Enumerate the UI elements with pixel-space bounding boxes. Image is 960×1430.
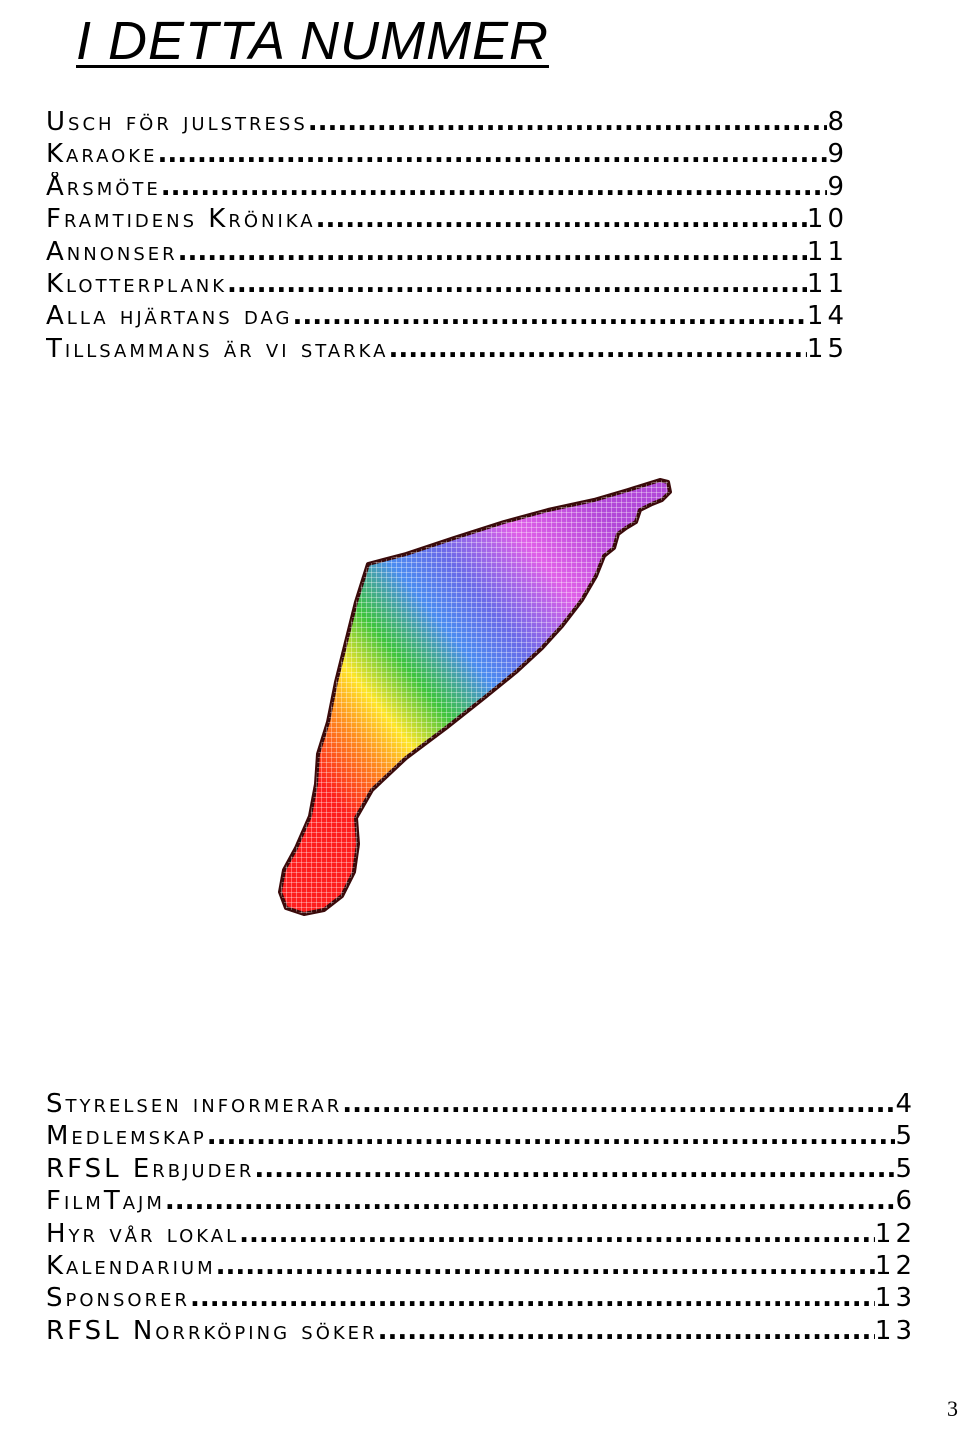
toc-top-list: [46, 107, 848, 366]
toc-entry-title: RFSL Norrköping söker: [46, 1315, 378, 1346]
toc-dot-leader: [178, 237, 807, 267]
toc-dot-leader: [227, 269, 807, 299]
rainbow-flag-icon: [276, 472, 676, 922]
toc-entry[interactable]: [46, 1186, 916, 1218]
toc-dot-leader: [342, 1089, 895, 1119]
toc-entry[interactable]: [46, 139, 848, 171]
toc-entry-title: Alla hjärtans dag: [46, 301, 293, 332]
toc-entry[interactable]: [46, 1251, 916, 1283]
toc-entry[interactable]: [46, 1154, 916, 1186]
toc-dot-leader: [378, 1316, 875, 1346]
toc-dot-leader: [165, 1186, 896, 1216]
toc-entry-title: Annonser: [46, 236, 178, 267]
toc-entry-page: 9: [827, 139, 848, 170]
toc-entry[interactable]: [46, 1219, 916, 1251]
toc-entry[interactable]: [46, 269, 848, 301]
toc-entry-title: RFSL Erbjuder: [46, 1153, 255, 1184]
toc-entry-title: Hyr vår lokal: [46, 1218, 240, 1249]
toc-entry[interactable]: [46, 204, 848, 236]
toc-entry-title: Årsmöte: [46, 171, 161, 202]
toc-dot-leader: [161, 172, 828, 202]
toc-entry-page: 15: [806, 333, 848, 364]
toc-entry[interactable]: [46, 1121, 916, 1153]
toc-entry-title: Karaoke: [46, 139, 158, 170]
toc-entry-page: 5: [895, 1153, 916, 1184]
toc-dot-leader: [190, 1283, 875, 1313]
toc-entry-title: Tillsammans är vi starka: [46, 333, 389, 364]
toc-entry-title: FilmTajm: [46, 1186, 165, 1217]
toc-entry[interactable]: [46, 107, 848, 139]
toc-entry[interactable]: [46, 172, 848, 204]
toc-dot-leader: [216, 1251, 875, 1281]
page-number: 3: [947, 1396, 958, 1421]
toc-dot-leader: [254, 1154, 895, 1184]
toc-entry-page: 10: [806, 204, 848, 235]
rainbow-flag-pixel-texture: [280, 480, 670, 914]
toc-entry-page: 4: [895, 1089, 916, 1119]
toc-entry-title: Kalendarium: [46, 1250, 216, 1281]
toc-entry-page: 14: [806, 301, 848, 332]
toc-entry-page: 12: [874, 1218, 916, 1249]
toc-entry[interactable]: [46, 1316, 916, 1348]
toc-dot-leader: [316, 204, 807, 234]
toc-entry[interactable]: [46, 237, 848, 269]
toc-dot-leader: [308, 107, 828, 137]
toc-entry-title: Sponsorer: [46, 1283, 190, 1314]
toc-entry-page: 11: [806, 236, 848, 267]
toc-entry-title: Usch för julstress: [46, 107, 308, 137]
toc-dot-leader: [207, 1121, 896, 1151]
toc-entry[interactable]: [46, 334, 848, 366]
toc-entry-page: 12: [874, 1250, 916, 1281]
toc-entry-title: Framtidens Krönika: [46, 204, 316, 235]
toc-dot-leader: [388, 334, 806, 364]
toc-entry-page: 6: [895, 1186, 916, 1217]
toc-dot-leader: [292, 301, 806, 331]
page-title: I DETTA NUMMER: [76, 11, 549, 71]
toc-entry-title: Klotterplank: [46, 268, 228, 299]
toc-entry-page: 5: [895, 1121, 916, 1152]
toc-entry[interactable]: [46, 301, 848, 333]
toc-entry[interactable]: [46, 1283, 916, 1315]
toc-entry-page: 11: [806, 268, 848, 299]
toc-entry-page: 8: [827, 107, 848, 137]
toc-entry-page: 13: [874, 1315, 916, 1346]
toc-entry-title: Styrelsen informerar: [46, 1089, 343, 1119]
toc-dot-leader: [239, 1219, 875, 1249]
toc-entry-page: 13: [874, 1283, 916, 1314]
toc-entry[interactable]: [46, 1089, 916, 1121]
toc-bottom-list: [46, 1089, 916, 1348]
toc-entry-page: 9: [827, 171, 848, 202]
toc-dot-leader: [157, 139, 827, 169]
toc-entry-title: Medlemskap: [46, 1121, 207, 1152]
